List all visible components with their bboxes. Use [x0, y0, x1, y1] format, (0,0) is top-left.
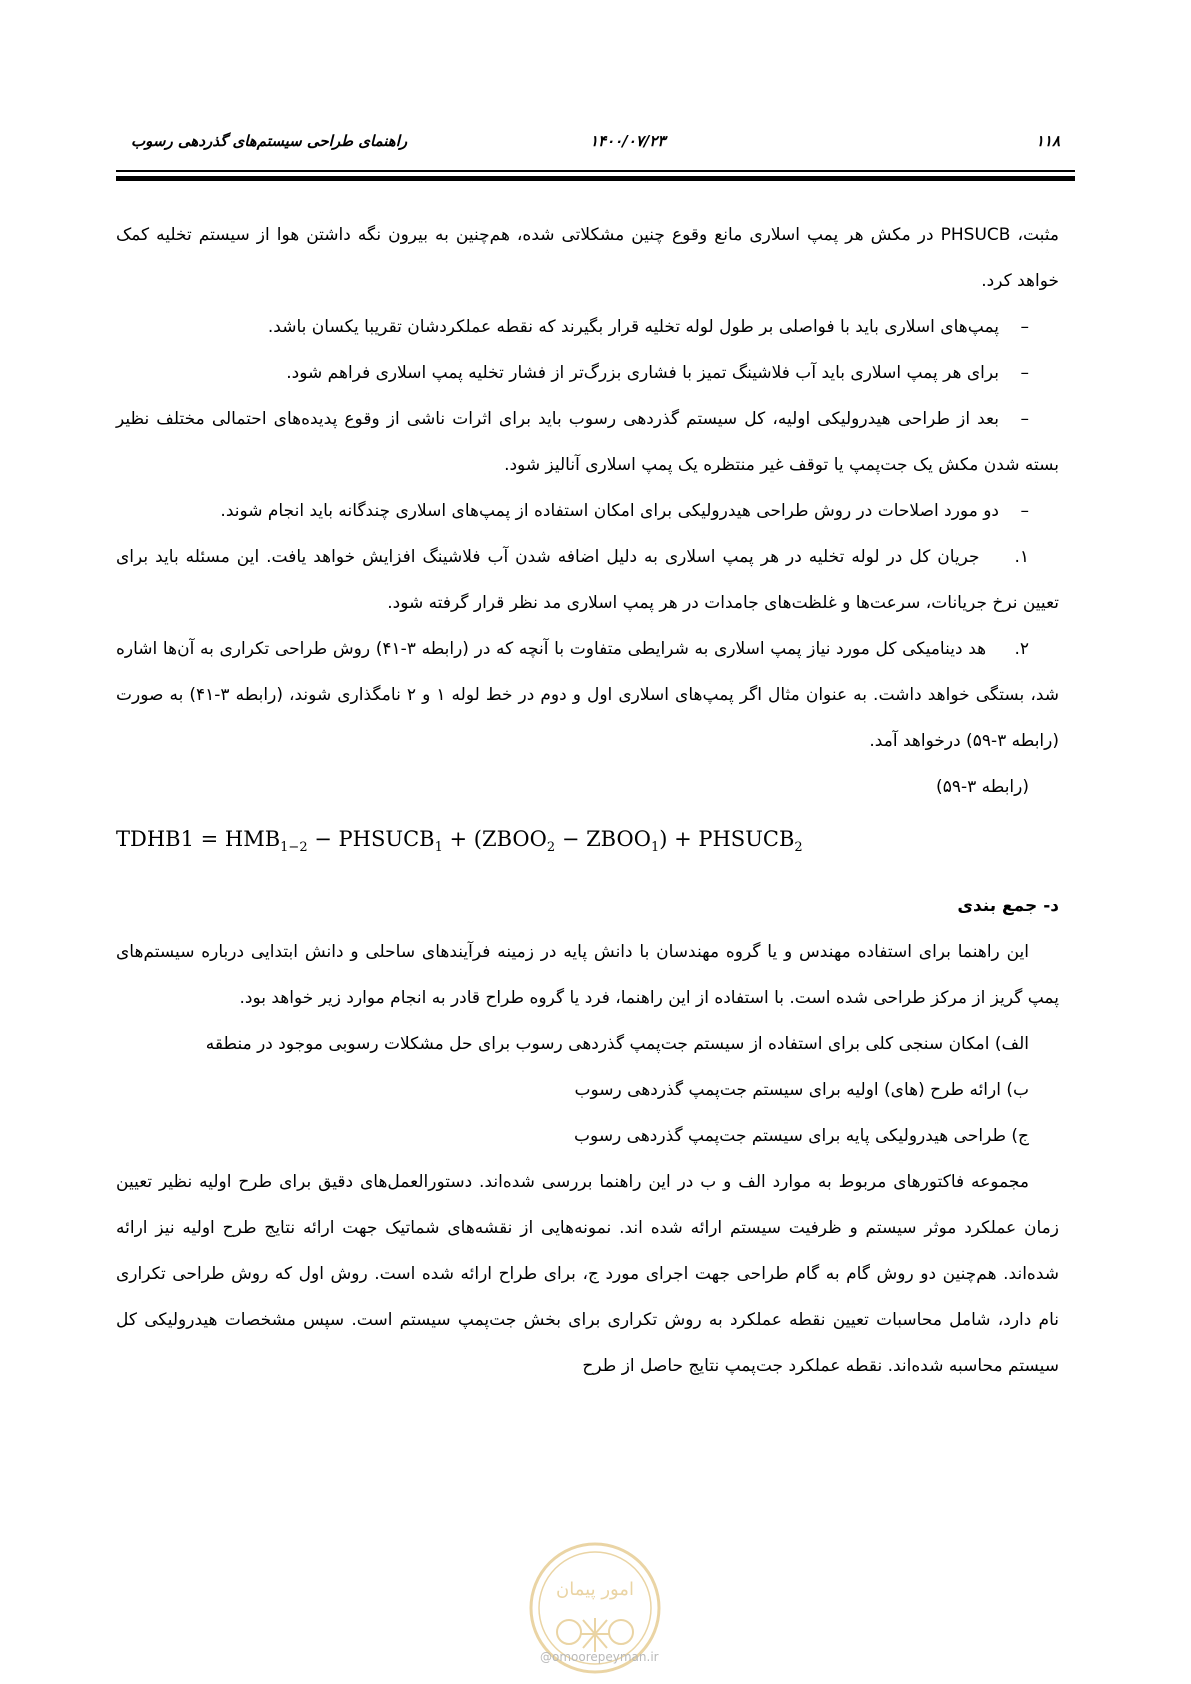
header-title: راهنمای طراحی سیستم‌های گذردهی رسوب	[131, 132, 408, 150]
equation-label: (رابطه ۳-۵۹)	[936, 777, 1029, 797]
bullet-item	[116, 396, 1059, 488]
body-text	[110, 212, 1060, 1389]
bullet-dash: –	[1020, 409, 1029, 429]
header-date: ۱۴۰۰/۰۷/۲۳	[590, 132, 666, 150]
bullet-item	[116, 304, 1059, 350]
header-rule-thick	[116, 176, 1075, 181]
section-heading: د- جمع بندی	[957, 896, 1059, 917]
list-item: ب) ارائه طرح (های) اولیه برای سیستم جت‌پمپ گذردهی رسوب	[574, 1080, 1029, 1101]
equation: TDHB1 = $HMB_{1-2}$ − $PHSUCB_1$ + ($ZBOO_2$ − $ZBOO_1$) + $PHSUCB_2$	[116, 827, 803, 856]
paragraph: این راهنما برای استفاده مهندس و یا گروه مهندسان با دانش پایه در زمینه فرآیندهای ساحلی و دانش ابتدایی درباره سیستم‌های پمپ گریز از مرکز طراحی شده است. با استفاده از این راهنما، فرد یا گروه طراح قادر به انجام موارد زیر خواهد بود.	[116, 942, 1059, 1009]
svg-text:امور پیمان: امور پیمان	[556, 1579, 634, 1600]
numbered-item: ۱. جریان کل در لوله تخلیه در هر پمپ اسلاری به دلیل اضافه شدن آب فلاشینگ افزایش خواهد یافت. این مسئله باید برای تعیین نرخ جریانات، سرعت‌ها و غلظت‌های جامدات در هر پمپ اسلاری مد نظر قرار گرفته شود.	[110, 547, 1059, 613]
list-item: الف) امکان سنجی کلی برای استفاده از سیستم جت‌پمپ گذردهی رسوب برای حل مشکلات رسوبی موجود در منطقه	[205, 1034, 1029, 1055]
bullet-dash: –	[1020, 363, 1029, 383]
bullet-item	[116, 488, 1059, 534]
page-number: ۱۱۸	[1035, 132, 1060, 150]
watermark-handle: @omoorepeyman.ir	[540, 1650, 659, 1664]
bullet-text: دو مورد اصلاحات در روش طراحی هیدرولیکی برای امکان استفاده از پمپ‌های اسلاری چندگانه باید انجام شوند.	[220, 501, 999, 521]
bullet-text: برای هر پمپ اسلاری باید آب فلاشینگ تمیز با فشاری بزرگ‌تر از فشار تخلیه پمپ اسلاری فراهم شود.	[286, 363, 999, 383]
bullet-item	[116, 350, 1059, 396]
numbered-item: ۲. هد دینامیکی کل مورد نیاز پمپ اسلاری به شرایطی متفاوت با آنچه که در (رابطه ۳-۴۱) روش طراحی تکراری به آن‌ها اشاره شد، بستگی خواهد داشت. به عنوان مثال اگر پمپ‌های اسلاری اول و دوم در خط لوله ۱ و ۲ نامگذاری شوند، (رابطه ۳-۴۱) به صورت (رابطه ۳-۵۹) درخواهد آمد.	[110, 639, 1059, 751]
list-item: ج) طراحی هیدرولیکی پایه برای سیستم جت‌پمپ گذردهی رسوب	[574, 1126, 1029, 1147]
header-rule-thin	[116, 170, 1075, 172]
paragraph: مثبت، PHSUCB در مکش هر پمپ اسلاری مانع وقوع چنین مشکلاتی شده، هم‌چنین به بیرون نگه داشتن هوا از سیستم تخلیه کمک خواهد کرد.	[116, 225, 1060, 291]
paragraph: مجموعه فاکتورهای مربوط به موارد الف و ب در این راهنما بررسی شده‌اند. دستورالعمل‌های دقیق برای طرح اولیه نظیر تعیین زمان عملکرد موثر سیستم و ظرفیت سیستم ارائه شده اند. نمونه‌هایی از نقشه‌های شماتیک جهت ارائه نتایج طرح اولیه نیز ارائه شده‌اند. هم‌چنین دو روش گام به گام طراحی جهت اجرای مورد ج، برای طراح ارائه شده است. روش اول که روش طراحی تکراری نام دارد، شامل محاسبات تعیین نقطه عملکرد به روش تکراری برای بخش جت‌پمپ سیستم است. سپس مشخصات هیدرولیکی کل سیستم محاسبه شده‌اند. نقطه عملکرد جت‌پمپ نتایج حاصل از طرح	[116, 1172, 1059, 1377]
bullet-dash: –	[1020, 317, 1029, 337]
bullet-text: بعد از طراحی هیدرولیکی اولیه، کل سیستم گذردهی رسوب باید برای اثرات ناشی از وقوع پدیده‌های احتمالی مختلف نظیر بسته شدن مکش یک جت‌پمپ یا توقف غیر منتظره یک پمپ اسلاری آنالیز شود.	[116, 409, 1059, 475]
bullet-text: پمپ‌های اسلاری باید با فواصلی بر طول لوله تخلیه قرار بگیرند که نقطه عملکردشان تقریبا یکسان باشد.	[267, 317, 999, 337]
bullet-dash: –	[1020, 501, 1029, 521]
